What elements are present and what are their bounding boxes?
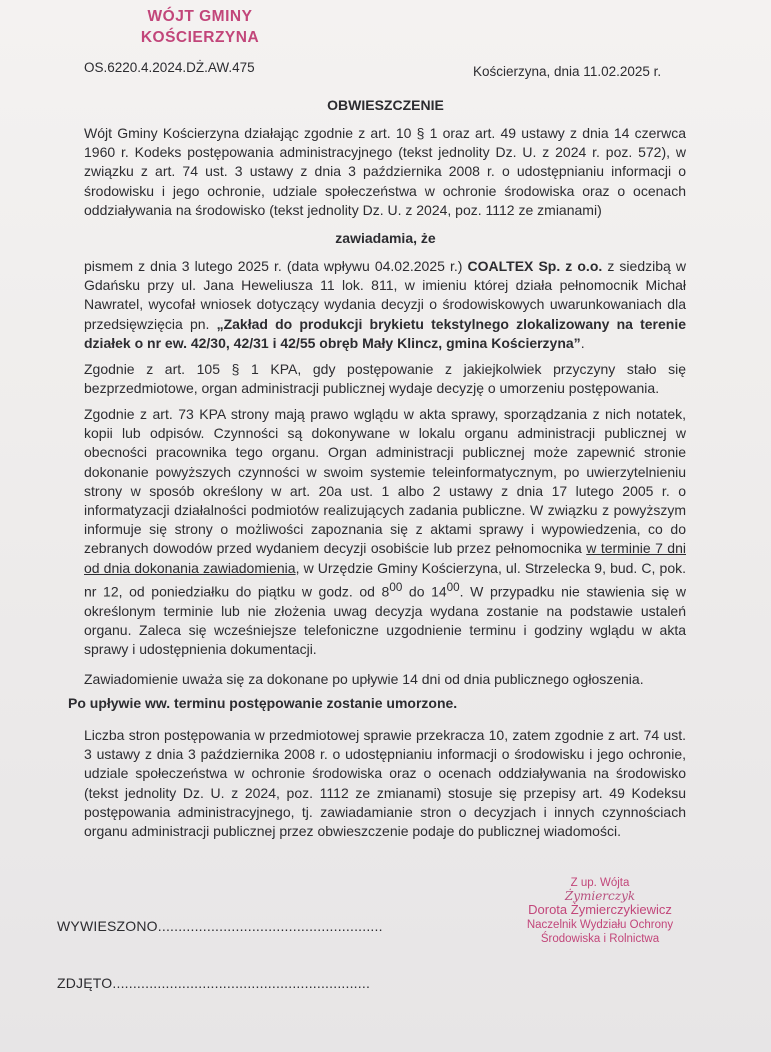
project-name: „Zakład do produkcji brykietu tekstylnego zlokalizowany na terenie działek o nr ew. 42/30, 42/31 i 42/55 obręb Mały Klincz, gmina Kościerzyna” bbox=[84, 315, 686, 351]
posted-line: WYWIESZONO....................................................... bbox=[57, 918, 383, 934]
intro-paragraph: Wójt Gminy Kościerzyna działając zgodnie z art. 10 § 1 oraz art. 49 ustawy z dnia 14 czerwca 1960 r. Kodeks postępowania administracyjnego (tekst jednolity Dz. U. z 2024 r. poz. 572), w związku z art. 74 ust. 3 ustawy z dnia 3 października 2008 r. o udostępnianiu informacji o środowisku i jego ochronie, udziale społeczeństwa w ochronie środowiska oraz o ocenach oddziaływania na środowisko (tekst jednolity Dz. U. z 2024, poz. 1112 ze zmianami) bbox=[84, 125, 686, 218]
reference-number: OS.6220.4.2024.DŻ.AW.475 bbox=[84, 60, 255, 75]
paragraph-parties-count: Liczba stron postępowania w przedmiotowej sprawie przekracza 10, zatem zgodnie z art. 74 ust. 3 ustawy z dnia 3 października 2008 r. o udostępnianiu informacji o środowisku i jego ochronie, udziale społeczeństwa w ochronie środowiska oraz o ocenach oddziaływania na środowisko (tekst jednolity Dz. U. z 2024, poz. 1112 ze zmianami) stosuje się przepisy art. 49 Kodeksu postępowania administracyjnego, tj. zawiadamianie stron o decyzjach i innych czynnościach organu administracji publicznej przez obwieszczenie podaje do publicznej wiadomości. bbox=[84, 727, 686, 840]
stamp-line-2: KOŚCIERZYNA bbox=[140, 29, 260, 46]
signatory-position-2: Środowiska i Rolnictwa bbox=[540, 933, 660, 945]
signatory-position-1: Naczelnik Wydziału Ochrony bbox=[526, 919, 674, 931]
paragraph-notice-deemed: Zawiadomienie uważa się za dokonane po upływie 14 dni od dnia publicznego ogłoszenia. bbox=[84, 671, 644, 687]
deadline-underlined: w terminie 7 dni od dnia dokonania zawiadomienia bbox=[84, 540, 686, 576]
paragraph-kpa-73: Zgodnie z art. 73 KPA strony mają prawo wglądu w akta sprawy, sporządzania z nich notatek, kopii lub odpisów. Czynności są dokonywane w lokalu organu administracji publicznej w obecności pracownika tego organu. Organ administracji publicznej może zapewnić stronie dokonanie powyższych czynności w swoim systemie teleinformatycznym, po uwierzytelnieniu strony w sposób określony w art. 20a ust. 1 albo 2 ustawy z dnia 17 lutego 2005 r. o informatyzacji działalności podmiotów realizujących zadania publiczne. W związku z powyższym informuje się strony o możliwości zapoznania się z aktami sprawy i wypowiedzenia, co do zebranych dowodów przed wydaniem decyzji osobiście lub przez pełnomocnika w terminie 7 dni od dnia dokonania zawiadomienia, w Urzędzie Gminy Kościerzyna, ul. Strzelecka 9, bud. C, pok. nr 12, od poniedziałku do piątku w godz. od $8^{00}$ do $14^{00}$. W przypadku nie stawienia się w określonym terminie lub nie złożenia uwag decyzja wydana zostanie na podstawie ustaleń organu. Zaleca się wcześniejsze telefoniczne uzgodnienie terminu i godziny wglądu w akta sprawy i udostępnienia dokumentacji. bbox=[84, 406, 686, 658]
notice-heading: zawiadamia, że bbox=[335, 230, 436, 246]
place-date: Kościerzyna, dnia 11.02.2025 r. bbox=[473, 64, 662, 79]
paragraph-kpa-105: Zgodnie z art. 105 § 1 KPA, gdy postępowanie z jakiejkolwiek przyczyny stało się bezprzedmiotowe, organ administracji publicznej wydaje decyzję o umorzeniu postępowania. bbox=[84, 361, 686, 397]
signature-stamp bbox=[500, 876, 700, 946]
document-title: OBWIESZCZENIE bbox=[327, 97, 444, 113]
office-stamp bbox=[130, 6, 270, 48]
removed-line: ZDJĘTO............................................................... bbox=[57, 975, 371, 991]
company-name: COALTEX Sp. z o.o. bbox=[467, 258, 603, 274]
paragraph-withdrawal: pismem z dnia 3 lutego 2025 r. (data wpływu 04.02.2025 r.) COALTEX Sp. z o.o. z siedzibą w Gdańsku przy ul. Jana Heweliusza 11 lok. 811, w imieniu której działa pełnomocnik Michał Nawratel, wycofał wniosek dotyczący wydania decyzji o środowiskowych uwarunkowaniach dla przedsięwzięcia pn. „Zakład do produkcji brykietu tekstylnego zlokalizowany na terenie działek o nr ew. 42/30, 42/31 i 42/55 obręb Mały Klincz, gmina Kościerzyna”. bbox=[84, 258, 686, 351]
signatory-name: Dorota Żymierczykiewicz bbox=[528, 902, 672, 917]
stamp-line-1: WÓJT GMINY bbox=[147, 8, 253, 25]
signature-authority: Z up. Wójta bbox=[570, 877, 630, 889]
handwritten-signature: Żymierczyk bbox=[564, 889, 636, 903]
discontinuation-statement: Po upływie ww. terminu postępowanie zostanie umorzone. bbox=[68, 695, 458, 711]
